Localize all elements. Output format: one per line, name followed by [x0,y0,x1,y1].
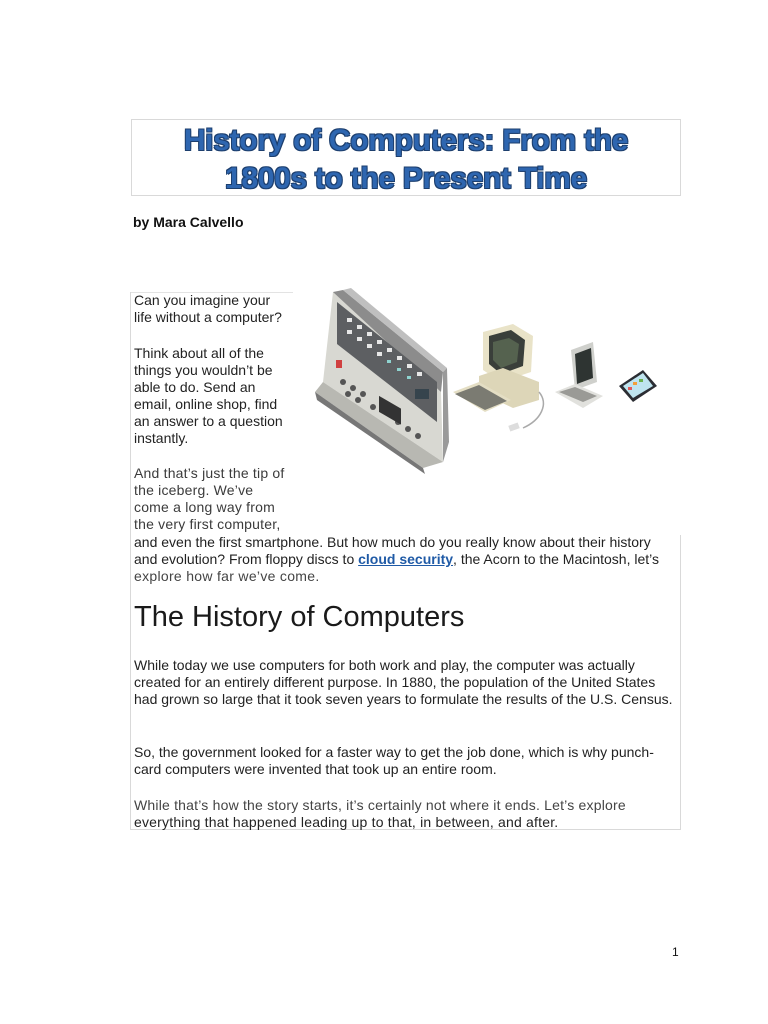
frame-left-border [130,292,131,535]
intro-line: able to do. Send an [134,379,256,395]
mainframe-console-icon [315,288,449,474]
body-paragraph-1: While today we use computers for both work and play, the computer was actually created for an entirely different purpose. In 1880, the population of the United States had grown so large that it took seven years to formulate the results of the U.S. Census. [134,657,673,707]
intro-paragraph-continued [134,534,679,585]
intro-line: life without a computer? [134,309,282,325]
intro-line: the very first computer, [134,516,281,532]
desktop-computer-icon [453,324,543,432]
title-box [131,119,681,196]
intro-line: And that’s just the tip of [134,465,285,481]
intro-line: come a long way from [134,499,275,515]
intro-line: things you wouldn’t be [134,362,273,378]
laptop-icon [555,342,603,408]
document-title [132,120,680,198]
byline: by Mara Calvello [133,214,244,230]
intro-paragraph-2 [134,345,283,447]
intro-line: instantly. [134,430,189,446]
intro-line: an answer to a question [134,413,283,429]
intro-text-after-link: , the Acorn to the Macintosh, let’s [453,551,660,567]
computer-evolution-illustration [303,232,675,527]
intro-text-before-link: and evolution? From floppy discs to [134,551,359,567]
intro-line: Think about all of the [134,345,264,361]
page-number: 1 [672,945,679,959]
intro-line: the iceberg. We’ve [134,482,254,498]
tablet-icon [619,370,657,402]
intro-line: Can you imagine your [134,292,271,308]
body-line: While that’s how the story starts, it’s certainly not where it ends. Let’s explore [134,797,626,813]
body-line: everything that happened leading up to that, in between, and after. [134,814,559,830]
intro-full-line: and even the first smartphone. But how much do you really know about their history [134,534,651,550]
body-paragraph-2: So, the government looked for a faster way to get the job done, which is why punch-card computers were invented that took up an entire room. [134,744,654,777]
title-line-1: History of Computers: From the [183,124,629,157]
intro-question [134,292,282,326]
intro-full-line: explore how far we’ve come. [134,568,320,584]
intro-full-line [134,551,679,568]
title-line-2: 1800s to the Present Time [224,162,588,195]
intro-line: email, online shop, find [134,396,278,412]
cloud-security-link[interactable]: cloud security [358,551,454,567]
body-paragraph-3 [134,797,679,831]
section-heading: The History of Computers [134,601,465,633]
intro-paragraph-3 [134,465,284,533]
